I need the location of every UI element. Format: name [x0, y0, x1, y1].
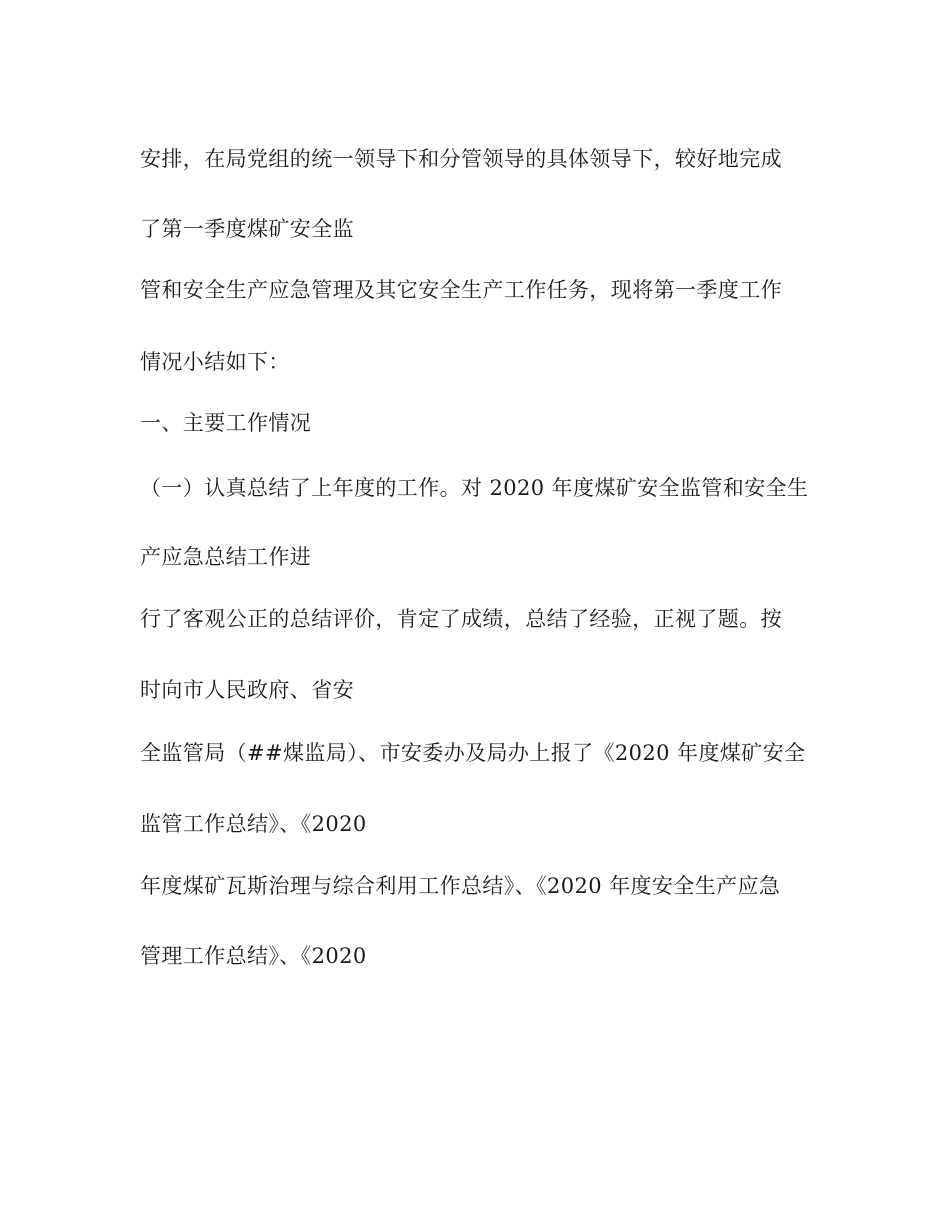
- paragraph-line-1: 安排，在局党组的统一领导下和分管领导的具体领导下，较好地完成: [140, 147, 782, 171]
- paragraph-line-9: 时向市人民政府、省安: [140, 678, 354, 702]
- paragraph-line-11: 监管工作总结》、《2020: [140, 812, 367, 836]
- paragraph-line-12: 年度煤矿瓦斯治理与综合利用工作总结》、《2020 年度安全生产应急: [140, 874, 781, 898]
- section-heading: 一、主要工作情况: [140, 411, 312, 435]
- paragraph-line-7: 产应急总结工作进: [140, 545, 312, 569]
- paragraph-line-3: 管和安全生产应急管理及其它安全生产工作任务，现将第一季度工作: [140, 278, 782, 302]
- subsection-heading-line: （一）认真总结了上年度的工作。对 2020 年度煤矿安全监管和安全生: [140, 476, 809, 500]
- paragraph-line-4: 情况小结如下：: [140, 350, 290, 374]
- paragraph-line-8: 行了客观公正的总结评价，肯定了成绩，总结了经验，正视了题。按: [140, 607, 782, 631]
- paragraph-line-13: 管理工作总结》、《2020: [140, 944, 367, 968]
- paragraph-line-2: 了第一季度煤矿安全监: [140, 217, 354, 241]
- paragraph-line-10: 全监管局（##煤监局）、市安委办及局办上报了《2020 年度煤矿安全: [140, 741, 806, 765]
